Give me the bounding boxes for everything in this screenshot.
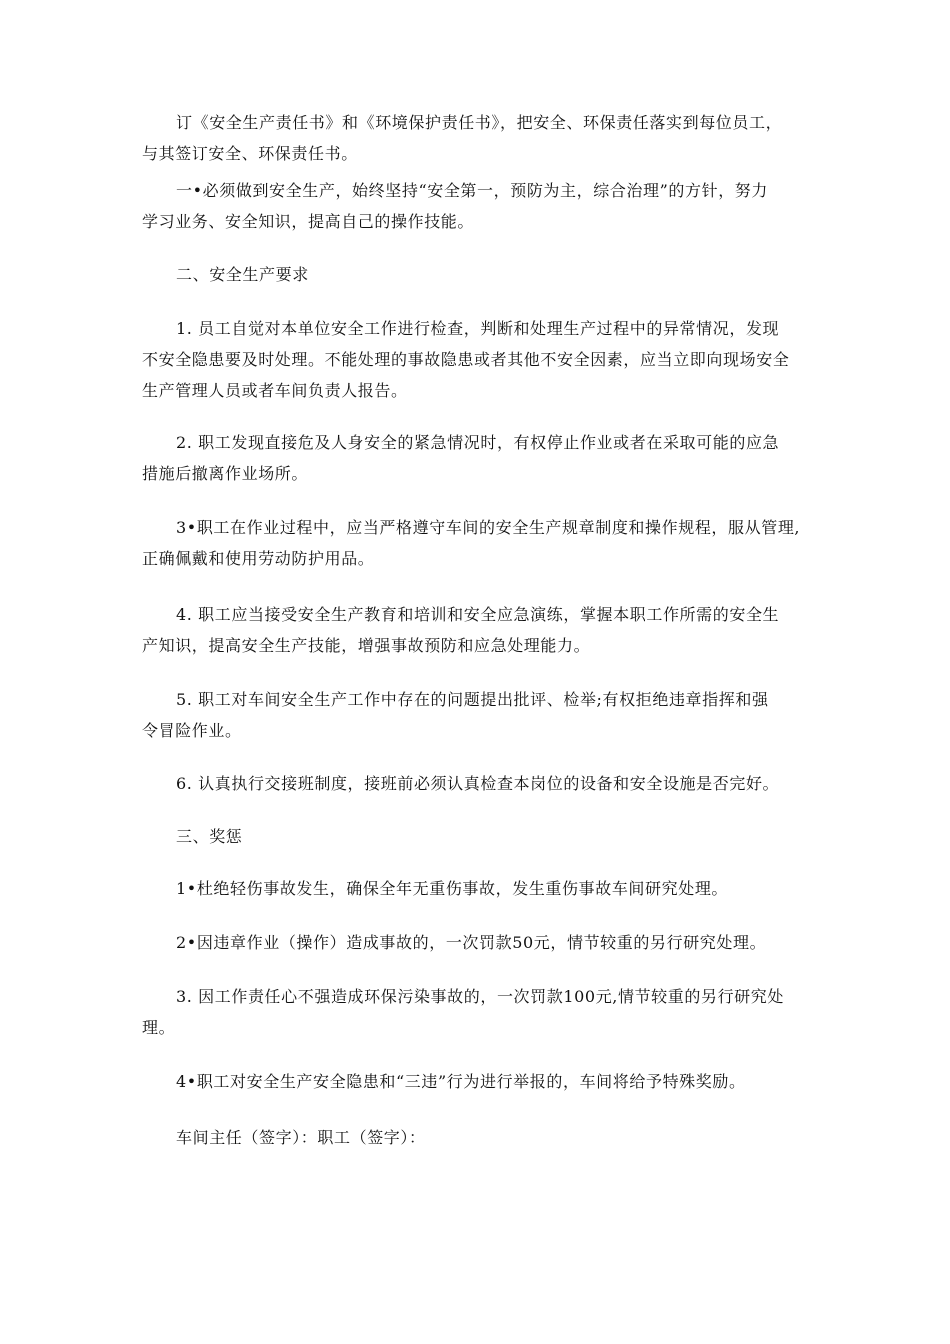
text-line: 5. 职工对车间安全生产工作中存在的问题提出批评、检举;有权拒绝违章指挥和强 <box>176 690 769 709</box>
list-item-requirement-6 <box>142 768 810 799</box>
text-line: 一•必须做到安全生产，始终坚持“安全第一，预防为主，综合治理”的方针，努力 <box>176 181 768 200</box>
section-heading-safety-requirements <box>142 259 810 290</box>
text-line: 6. 认真执行交接班制度，接班前必须认真检查本岗位的设备和安全设施是否完好。 <box>176 774 780 793</box>
text-line: 1•杜绝轻伤事故发生，确保全年无重伤事故，发生重伤事故车间研究处理。 <box>176 879 729 898</box>
list-item-requirement-2 <box>142 427 810 489</box>
list-item-rule-3 <box>142 981 810 1043</box>
list-item-rule-1 <box>142 873 810 904</box>
text-line: 令冒险作业。 <box>142 721 242 740</box>
text-line: 车间主任（签字）：职工（签字）： <box>176 1128 426 1147</box>
text-line: 2•因违章作业（操作）造成事故的，一次罚款50元，情节较重的另行研究处理。 <box>176 933 767 952</box>
list-item-requirement-5 <box>142 684 810 746</box>
text-line: 1. 员工自觉对本单位安全工作进行检查，判断和处理生产过程中的异常情况，发现 <box>176 319 780 338</box>
list-item-requirement-3 <box>142 512 810 574</box>
text-line: 4•职工对安全生产安全隐患和“三违”行为进行举报的，车间将给予特殊奖励。 <box>176 1072 746 1091</box>
list-item-rule-2 <box>142 927 810 958</box>
text-line: 与其签订安全、环保责任书。 <box>142 144 358 163</box>
text-line: 订《安全生产责任书》和《环境保护责任书》，把安全、环保责任落实到每位员工， <box>176 113 783 132</box>
text-line: 2. 职工发现直接危及人身安全的紧急情况时，有权停止作业或者在采取可能的应急 <box>176 433 780 452</box>
list-item-requirement-1 <box>142 313 810 406</box>
paragraph-responsibility-agreement <box>142 107 810 169</box>
text-line: 不安全隐患要及时处理。不能处理的事故隐患或者其他不安全因素，应当立即向现场安全 <box>142 350 790 369</box>
list-item-rule-4 <box>142 1066 810 1097</box>
text-line: 生产管理人员或者车间负责人报告。 <box>142 381 408 400</box>
text-line: 学习业务、安全知识，提高自己的操作技能。 <box>142 212 475 231</box>
list-item-requirement-4 <box>142 599 810 661</box>
text-line: 三、奖惩 <box>176 827 243 846</box>
text-line: 产知识，提高安全生产技能，增强事故预防和应急处理能力。 <box>142 636 591 655</box>
section-heading-rewards-penalties <box>142 821 810 852</box>
text-line: 正确佩戴和使用劳动防护用品。 <box>142 549 375 568</box>
paragraph-safety-policy <box>142 175 810 237</box>
text-line: 3•职工在作业过程中，应当严格遵守车间的安全生产规章制度和操作规程，服从管理, <box>176 518 801 537</box>
text-line: 3. 因工作责任心不强造成环保污染事故的，一次罚款100元,情节较重的另行研究处 <box>176 987 784 1006</box>
signature-line <box>142 1122 810 1153</box>
text-line: 理。 <box>142 1018 176 1037</box>
text-line: 措施后撤离作业场所。 <box>142 464 309 483</box>
text-line: 二、安全生产要求 <box>176 265 309 284</box>
text-line: 4. 职工应当接受安全生产教育和培训和安全应急演练，掌握本职工作所需的安全生 <box>176 605 780 624</box>
